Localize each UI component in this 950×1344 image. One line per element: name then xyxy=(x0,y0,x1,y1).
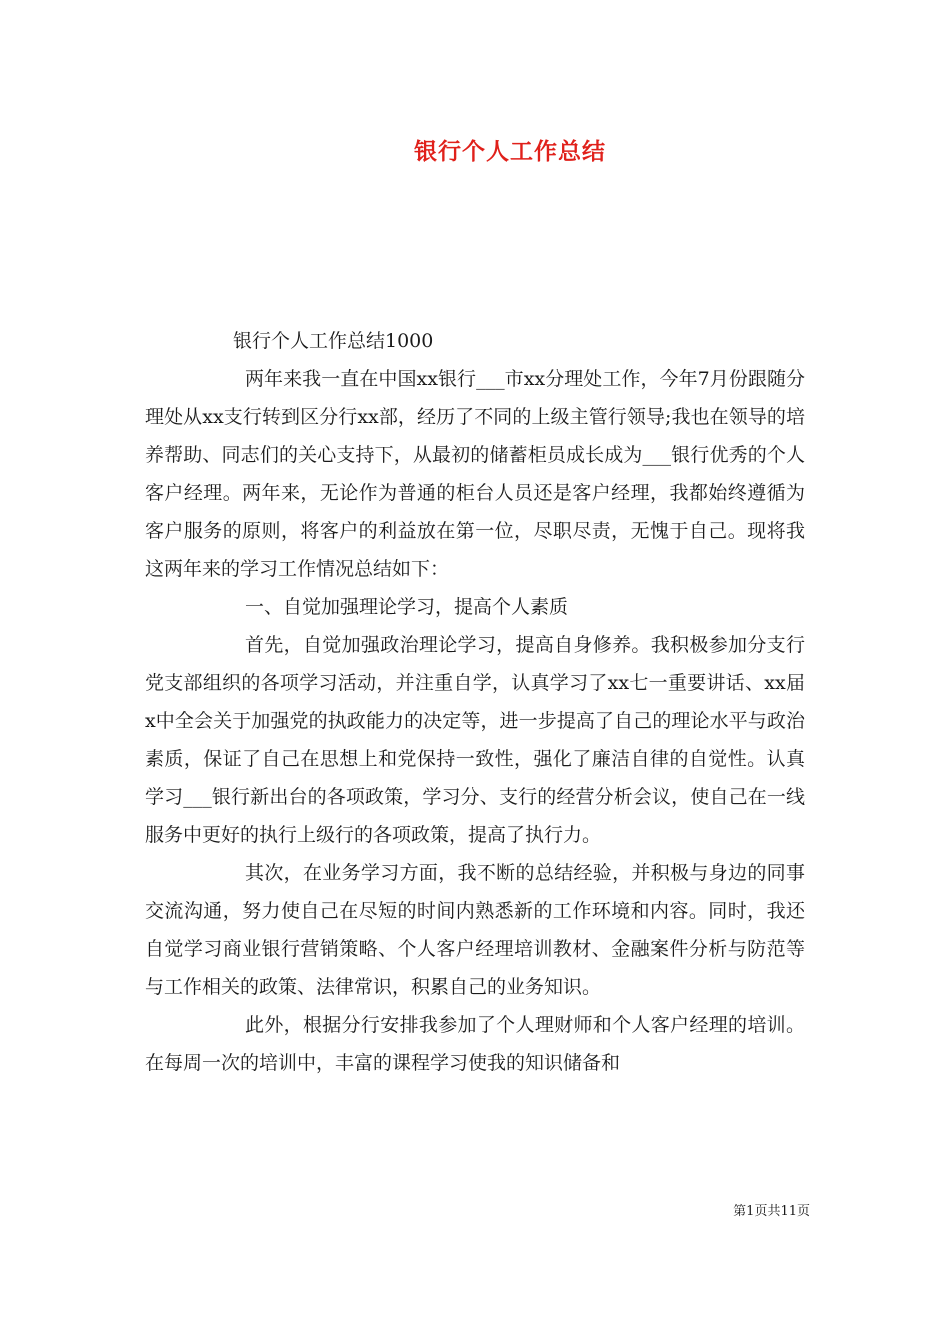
paragraph-training: 此外，根据分行安排我参加了个人理财师和个人客户经理的培训。在每周一次的培训中，丰富的课程学习使我的知识储备和 xyxy=(145,1014,805,1074)
document-title: 银行个人工作总结 xyxy=(414,138,606,165)
document-body xyxy=(145,322,805,1082)
paragraph-political-study: 首先，自觉加强政治理论学习，提高自身修养。我积极参加分支行党支部组织的各项学习活动，并注重自学，认真学习了xx七一重要讲话、xx届x中全会关于加强党的执政能力的决定等，进一步提高了自己的理论水平与政治素质，保证了自己在思想上和党保持一致性，强化了廉洁自律的自觉性。认真学习___银行新出台的各项政策，学习分、支行的经营分析会议，使自己在一线服务中更好的执行上级行的各项政策，提高了执行力。 xyxy=(145,634,805,846)
paragraph-business-study: 其次，在业务学习方面，我不断的总结经验，并积极与身边的同事交流沟通，努力使自己在尽短的时间内熟悉新的工作环境和内容。同时，我还自觉学习商业银行营销策略、个人客户经理培训教材、金融案件分析与防范等与工作相关的政策、法律常识，积累自己的业务知识。 xyxy=(145,862,805,998)
section-heading: 一、自觉加强理论学习，提高个人素质 xyxy=(245,596,569,618)
document-subtitle: 银行个人工作总结1000 xyxy=(233,330,434,352)
page-number: 第1页共11页 xyxy=(733,1204,810,1219)
paragraph-intro: 两年来我一直在中国xx银行___市xx分理处工作，今年7月份跟随分理处从xx支行转到区分行xx部，经历了不同的上级主管行领导;我也在领导的培养帮助、同志们的关心支持下，从最初的储蓄柜员成长成为___银行优秀的个人客户经理。两年来，无论作为普通的柜台人员还是客户经理，我都始终遵循为客户服务的原则，将客户的利益放在第一位，尽职尽责，无愧于自己。现将我这两年来的学习工作情况总结如下： xyxy=(145,368,805,580)
